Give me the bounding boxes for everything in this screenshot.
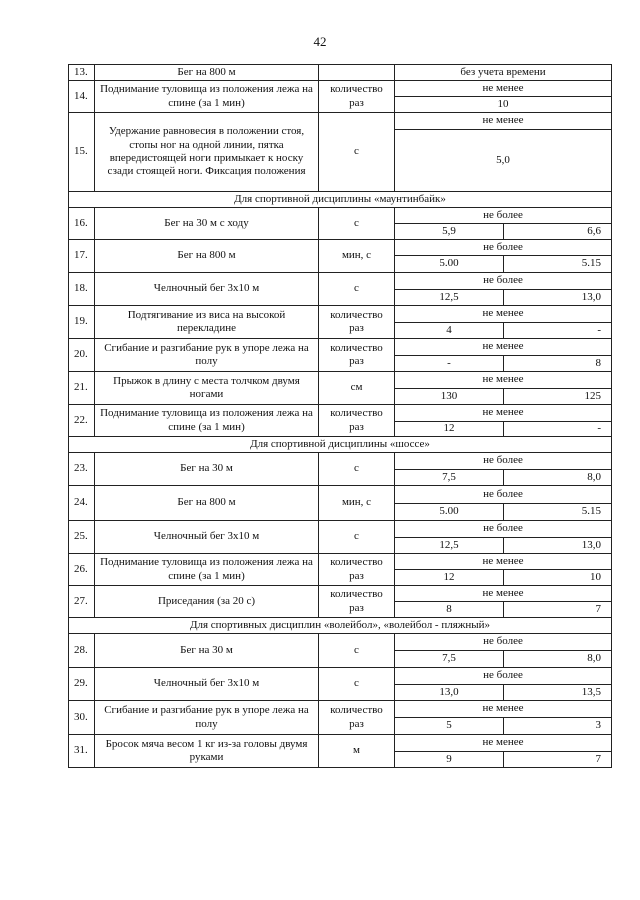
value-boys-cell: - <box>395 356 504 372</box>
page-number: 42 <box>313 34 327 49</box>
value-cell: 10 <box>395 97 612 113</box>
table-row <box>69 735 612 752</box>
value-girls-cell: 13,0 <box>504 290 612 306</box>
exercise-name: Бег на 30 м <box>95 634 319 668</box>
exercise-name: Сгибание и разгибание рук в упоре лежа на полу <box>95 701 319 735</box>
table-row <box>69 668 612 685</box>
unit-cell: количество раз <box>319 586 395 618</box>
exercise-name: Поднимание туловища из положения лежа на спине (за 1 мин) <box>95 81 319 113</box>
table-row <box>69 554 612 570</box>
unit-cell: с <box>319 453 395 486</box>
table-row <box>69 634 612 651</box>
value-girls-cell: 8 <box>504 356 612 372</box>
value-girls-cell: - <box>504 422 612 437</box>
exercise-name: Удержание равновесия в положении стоя, стопы ног на одной линии, пятка впередистоящей ноги примыкает к носку сзади стоящей ноги. Фиксация положения <box>95 113 319 192</box>
row-number: 23. <box>69 453 95 486</box>
table-row <box>69 273 612 290</box>
exercise-name: Сгибание и разгибание рук в упоре лежа на полу <box>95 339 319 372</box>
unit-cell: количество раз <box>319 405 395 437</box>
unit-cell: с <box>319 634 395 668</box>
condition-cell: не более <box>395 240 612 256</box>
section-title: Для спортивной дисциплины «шоссе» <box>69 437 612 453</box>
condition-cell: не более <box>395 453 612 470</box>
row-number: 28. <box>69 634 95 668</box>
exercise-name: Бег на 30 м <box>95 453 319 486</box>
exercise-name: Поднимание туловища из положения лежа на спине (за 1 мин) <box>95 405 319 437</box>
table-row <box>69 240 612 256</box>
value-girls-cell: 125 <box>504 389 612 405</box>
condition-cell: не более <box>395 208 612 224</box>
table-row <box>69 113 612 130</box>
row-number: 29. <box>69 668 95 701</box>
table-row <box>69 65 612 81</box>
row-number: 27. <box>69 586 95 618</box>
unit-cell: количество раз <box>319 306 395 339</box>
section-title: Для спортивной дисциплины «маунтинбайк» <box>69 192 612 208</box>
row-number: 18. <box>69 273 95 306</box>
value-boys-cell: 12,5 <box>395 290 504 306</box>
condition-cell: не более <box>395 634 612 651</box>
unit-cell: с <box>319 208 395 240</box>
exercise-name: Поднимание туловища из положения лежа на спине (за 1 мин) <box>95 554 319 586</box>
value-boys-cell: 12 <box>395 570 504 586</box>
row-number: 21. <box>69 372 95 405</box>
value-girls-cell: 7 <box>504 752 612 768</box>
unit-cell: количество раз <box>319 701 395 735</box>
value-boys-cell: 7,5 <box>395 651 504 668</box>
exercise-name: Бег на 30 м с ходу <box>95 208 319 240</box>
table-row <box>69 586 612 602</box>
value-girls-cell: 8,0 <box>504 470 612 486</box>
exercise-name: Прыжок в длину с места толчком двумя ногами <box>95 372 319 405</box>
unit-cell: количество раз <box>319 81 395 113</box>
section-title: Для спортивных дисциплин «волейбол», «волейбол - пляжный» <box>69 618 612 634</box>
value-girls-cell: 13,0 <box>504 538 612 554</box>
value-boys-cell: 12,5 <box>395 538 504 554</box>
exercise-name: Челночный бег 3х10 м <box>95 521 319 554</box>
value-girls-cell: - <box>504 323 612 339</box>
exercise-name: Приседания (за 20 с) <box>95 586 319 618</box>
value-girls-cell: 13,5 <box>504 685 612 701</box>
row-number: 20. <box>69 339 95 372</box>
unit-cell: мин, с <box>319 486 395 521</box>
value-boys-cell: 5.00 <box>395 256 504 273</box>
value-cell: 5,0 <box>395 130 612 192</box>
condition-cell: без учета времени <box>395 65 612 81</box>
condition-cell: не менее <box>395 306 612 323</box>
condition-cell: не менее <box>395 735 612 752</box>
value-boys-cell: 4 <box>395 323 504 339</box>
row-number: 16. <box>69 208 95 240</box>
table-row <box>69 701 612 718</box>
value-girls-cell: 10 <box>504 570 612 586</box>
table-row <box>69 306 612 323</box>
table-row <box>69 486 612 504</box>
value-girls-cell: 8,0 <box>504 651 612 668</box>
unit-cell: м <box>319 735 395 768</box>
row-number: 22. <box>69 405 95 437</box>
unit-cell: с <box>319 113 395 192</box>
unit-cell <box>319 65 395 81</box>
row-number: 25. <box>69 521 95 554</box>
condition-cell: не более <box>395 521 612 538</box>
row-number: 17. <box>69 240 95 273</box>
unit-cell: количество раз <box>319 554 395 586</box>
condition-cell: не менее <box>395 339 612 356</box>
condition-cell: не более <box>395 486 612 504</box>
condition-cell: не менее <box>395 586 612 602</box>
value-girls-cell: 6,6 <box>504 224 612 240</box>
value-boys-cell: 8 <box>395 602 504 618</box>
unit-cell: с <box>319 273 395 306</box>
standards-table <box>68 64 612 768</box>
exercise-name: Бег на 800 м <box>95 486 319 521</box>
unit-cell: мин, с <box>319 240 395 273</box>
condition-cell: не менее <box>395 701 612 718</box>
value-boys-cell: 9 <box>395 752 504 768</box>
row-number: 30. <box>69 701 95 735</box>
row-number: 13. <box>69 65 95 81</box>
section-header-row <box>69 437 612 453</box>
value-boys-cell: 130 <box>395 389 504 405</box>
condition-cell: не менее <box>395 113 612 130</box>
value-boys-cell: 12 <box>395 422 504 437</box>
section-header-row <box>69 192 612 208</box>
row-number: 26. <box>69 554 95 586</box>
exercise-name: Челночный бег 3х10 м <box>95 668 319 701</box>
table-row <box>69 339 612 356</box>
exercise-name: Бег на 800 м <box>95 240 319 273</box>
exercise-name: Подтягивание из виса на высокой перекладине <box>95 306 319 339</box>
condition-cell: не менее <box>395 405 612 422</box>
value-girls-cell: 5.15 <box>504 504 612 521</box>
unit-cell: с <box>319 521 395 554</box>
condition-cell: не менее <box>395 372 612 389</box>
unit-cell: с <box>319 668 395 701</box>
condition-cell: не менее <box>395 81 612 97</box>
table-row <box>69 453 612 470</box>
table-row <box>69 81 612 97</box>
condition-cell: не более <box>395 273 612 290</box>
exercise-name: Бег на 800 м <box>95 65 319 81</box>
table-row <box>69 405 612 422</box>
value-boys-cell: 13,0 <box>395 685 504 701</box>
value-girls-cell: 5.15 <box>504 256 612 273</box>
value-girls-cell: 3 <box>504 718 612 735</box>
row-number: 24. <box>69 486 95 521</box>
exercise-name: Челночный бег 3х10 м <box>95 273 319 306</box>
row-number: 15. <box>69 113 95 192</box>
section-header-row <box>69 618 612 634</box>
row-number: 31. <box>69 735 95 768</box>
exercise-name: Бросок мяча весом 1 кг из-за головы двумя руками <box>95 735 319 768</box>
table-row <box>69 372 612 389</box>
value-girls-cell: 7 <box>504 602 612 618</box>
unit-cell: количество раз <box>319 339 395 372</box>
value-boys-cell: 7,5 <box>395 470 504 486</box>
table-row <box>69 521 612 538</box>
value-boys-cell: 5,9 <box>395 224 504 240</box>
condition-cell: не менее <box>395 554 612 570</box>
table-row <box>69 208 612 224</box>
row-number: 14. <box>69 81 95 113</box>
row-number: 19. <box>69 306 95 339</box>
unit-cell: см <box>319 372 395 405</box>
value-boys-cell: 5.00 <box>395 504 504 521</box>
condition-cell: не более <box>395 668 612 685</box>
value-boys-cell: 5 <box>395 718 504 735</box>
